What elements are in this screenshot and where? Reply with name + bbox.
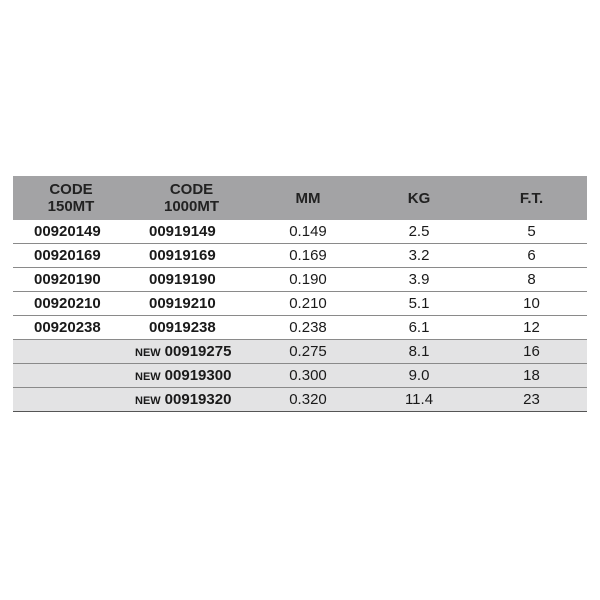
header-code-150mt-line1: CODE xyxy=(49,181,93,198)
code-1000mt-value: 00919300 xyxy=(164,367,232,384)
cell-kg: 11.4 xyxy=(362,388,476,412)
cell-code-150mt xyxy=(13,364,129,388)
table-body xyxy=(13,220,587,412)
header-kg: KG xyxy=(362,176,476,220)
table-row xyxy=(13,220,587,244)
cell-ft: 12 xyxy=(476,316,587,340)
cell-code-1000mt: 00919190 xyxy=(129,268,254,292)
cell-ft: 18 xyxy=(476,364,587,388)
table-row xyxy=(13,292,587,316)
cell-ft: 5 xyxy=(476,220,587,244)
cell-kg: 9.0 xyxy=(362,364,476,388)
new-badge: NEW xyxy=(135,371,161,383)
cell-mm: 0.320 xyxy=(254,388,362,412)
cell-kg: 2.5 xyxy=(362,220,476,244)
cell-code-150mt xyxy=(13,388,129,412)
cell-code-150mt: 00920210 xyxy=(13,292,129,316)
cell-code-1000mt xyxy=(129,364,254,388)
header-row xyxy=(13,176,587,220)
cell-kg: 6.1 xyxy=(362,316,476,340)
cell-kg: 3.2 xyxy=(362,244,476,268)
cell-ft: 10 xyxy=(476,292,587,316)
table-header xyxy=(13,176,587,220)
cell-code-150mt: 00920149 xyxy=(13,220,129,244)
cell-mm: 0.149 xyxy=(254,220,362,244)
header-code-1000mt xyxy=(129,176,254,220)
cell-code-1000mt xyxy=(129,340,254,364)
cell-mm: 0.210 xyxy=(254,292,362,316)
cell-ft: 23 xyxy=(476,388,587,412)
cell-mm: 0.275 xyxy=(254,340,362,364)
cell-code-1000mt: 00919210 xyxy=(129,292,254,316)
spec-table xyxy=(13,176,587,412)
cell-kg: 5.1 xyxy=(362,292,476,316)
header-ft: F.T. xyxy=(476,176,587,220)
header-code-150mt-line2: 150MT xyxy=(47,198,95,215)
cell-code-150mt: 00920190 xyxy=(13,268,129,292)
table-row xyxy=(13,388,587,412)
cell-code-1000mt xyxy=(129,388,254,412)
table-row xyxy=(13,364,587,388)
cell-code-150mt: 00920238 xyxy=(13,316,129,340)
cell-mm: 0.300 xyxy=(254,364,362,388)
cell-code-1000mt: 00919238 xyxy=(129,316,254,340)
cell-mm: 0.169 xyxy=(254,244,362,268)
cell-code-1000mt: 00919169 xyxy=(129,244,254,268)
cell-mm: 0.190 xyxy=(254,268,362,292)
header-mm: MM xyxy=(254,176,362,220)
cell-code-150mt: 00920169 xyxy=(13,244,129,268)
new-badge: NEW xyxy=(135,347,161,359)
code-1000mt-value: 00919320 xyxy=(164,391,232,408)
code-1000mt-value: 00919275 xyxy=(164,343,232,360)
cell-code-1000mt: 00919149 xyxy=(129,220,254,244)
cell-ft: 6 xyxy=(476,244,587,268)
table-row xyxy=(13,268,587,292)
cell-code-150mt xyxy=(13,340,129,364)
new-badge: NEW xyxy=(135,395,161,407)
cell-kg: 8.1 xyxy=(362,340,476,364)
table-row xyxy=(13,244,587,268)
table-row xyxy=(13,316,587,340)
header-code-1000mt-line1: CODE xyxy=(169,181,214,198)
cell-mm: 0.238 xyxy=(254,316,362,340)
cell-ft: 16 xyxy=(476,340,587,364)
cell-kg: 3.9 xyxy=(362,268,476,292)
cell-ft: 8 xyxy=(476,268,587,292)
table-row xyxy=(13,340,587,364)
header-code-1000mt-line2: 1000MT xyxy=(163,198,220,215)
header-code-150mt xyxy=(13,176,129,220)
